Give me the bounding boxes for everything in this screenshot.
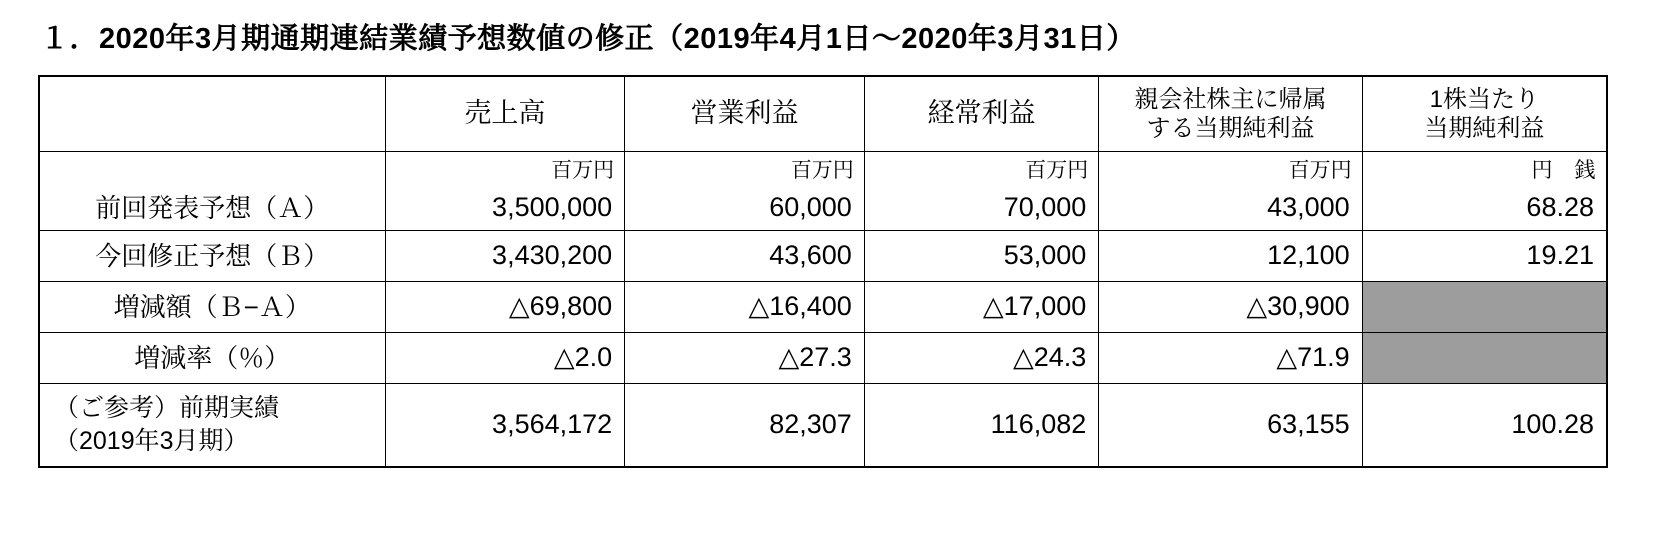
- cell-net-income: 63,155: [1099, 383, 1362, 467]
- cell-net-income: △71.9: [1099, 332, 1362, 383]
- unit-ordinary-income: 百万円: [864, 151, 1098, 186]
- cell-net-income: 43,000: [1099, 186, 1362, 231]
- header-operating-income: 営業利益: [625, 76, 865, 152]
- header-corner-cell: [39, 76, 385, 152]
- row-label: [39, 383, 385, 467]
- row-label: 前回発表予想（Ａ）: [39, 186, 385, 231]
- cell-eps-shaded: [1362, 281, 1607, 332]
- earnings-forecast-table: [38, 75, 1608, 468]
- unit-revenue: 百万円: [385, 151, 625, 186]
- row-label: 増減率（％）: [39, 332, 385, 383]
- table-row-change-amount: [39, 281, 1607, 332]
- table-row-change-rate: [39, 332, 1607, 383]
- cell-operating-income: △27.3: [625, 332, 865, 383]
- unit-net-income: 百万円: [1099, 151, 1362, 186]
- cell-operating-income: 43,600: [625, 230, 865, 281]
- row-label-line2: （2019年3月期）: [54, 426, 249, 455]
- cell-revenue: △2.0: [385, 332, 625, 383]
- cell-operating-income: 60,000: [625, 186, 865, 231]
- unit-eps: 円 銭: [1362, 151, 1607, 186]
- row-label: 増減額（Ｂ−Ａ）: [39, 281, 385, 332]
- cell-ordinary-income: △17,000: [864, 281, 1098, 332]
- table-row-previous-forecast: [39, 186, 1607, 231]
- header-net-income-line2: する当期純利益: [1146, 114, 1315, 142]
- unit-operating-income: 百万円: [625, 151, 865, 186]
- cell-net-income: 12,100: [1099, 230, 1362, 281]
- table-header-row: [39, 76, 1607, 152]
- cell-ordinary-income: 70,000: [864, 186, 1098, 231]
- header-revenue: 売上高: [385, 76, 625, 152]
- cell-revenue: 3,430,200: [385, 230, 625, 281]
- table-row-revised-forecast: [39, 230, 1607, 281]
- cell-ordinary-income: 53,000: [864, 230, 1098, 281]
- cell-ordinary-income: △24.3: [864, 332, 1098, 383]
- cell-eps: 68.28: [1362, 186, 1607, 231]
- cell-eps-shaded: [1362, 332, 1607, 383]
- cell-eps: 100.28: [1362, 383, 1607, 467]
- table-units-row: [39, 151, 1607, 186]
- header-ordinary-income: 経常利益: [864, 76, 1098, 152]
- header-eps-line1: 1株当たり: [1429, 85, 1540, 113]
- cell-revenue: △69,800: [385, 281, 625, 332]
- unit-label-cell: [39, 151, 385, 186]
- page-title: １．2020年3月期通期連結業績予想数値の修正（2019年4月1日～2020年3月31日）: [40, 23, 1136, 55]
- cell-revenue: 3,500,000: [385, 186, 625, 231]
- header-eps-line2: 当期純利益: [1424, 114, 1545, 142]
- row-label: 今回修正予想（Ｂ）: [39, 230, 385, 281]
- table-row-previous-year-actual: [39, 383, 1607, 467]
- cell-eps: 19.21: [1362, 230, 1607, 281]
- header-eps: [1362, 76, 1607, 152]
- row-label-line1: （ご参考）前期実績: [54, 394, 280, 423]
- header-net-income-line1: 親会社株主に帰属: [1134, 85, 1327, 113]
- cell-operating-income: △16,400: [625, 281, 865, 332]
- cell-net-income: △30,900: [1099, 281, 1362, 332]
- header-net-income: [1099, 76, 1362, 152]
- cell-ordinary-income: 116,082: [864, 383, 1098, 467]
- cell-revenue: 3,564,172: [385, 383, 625, 467]
- cell-operating-income: 82,307: [625, 383, 865, 467]
